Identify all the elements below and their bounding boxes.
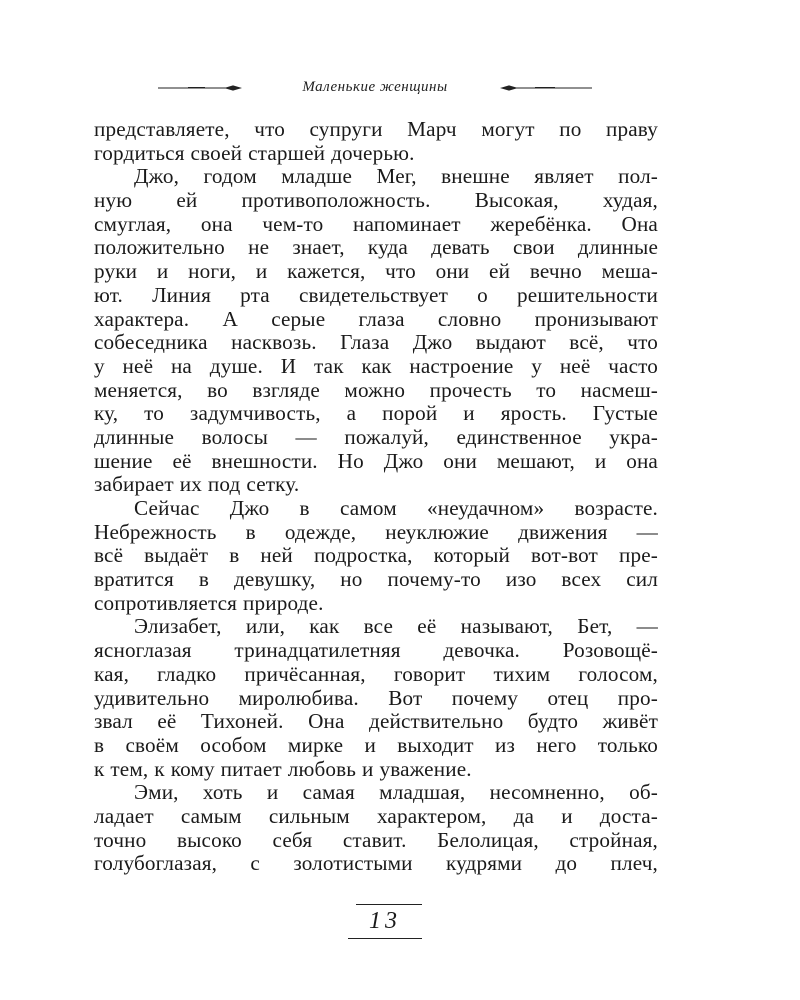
text-line: гордиться своей старшей дочерью. — [94, 140, 415, 165]
text-line: собеседника насквозь. Глаза Джо выдают всё, что — [94, 330, 658, 355]
text-line: представляете, что супруги Марч могут по праву — [94, 117, 658, 141]
text-line: ную ей противоположность. Высокая, худая, — [94, 188, 658, 213]
text-line: ясноглазая тринадцатилетняя девочка. Розовощё- — [94, 638, 658, 663]
text-line: голубоглазая, с золотистыми кудрями до плеч, — [94, 851, 658, 876]
text-line: к тем, к кому питает любовь и уважение. — [94, 756, 472, 781]
folio-rule-bottom — [348, 938, 422, 939]
text-line: удивительно миролюбива. Вот почему отец про- — [94, 685, 658, 710]
page-number: 13 — [369, 908, 401, 934]
text-line: вратится в девушку, но почему-то изо всех сил — [94, 567, 658, 592]
text-line: у неё на душе. И так как настроение у неё часто — [94, 353, 658, 378]
running-title: Маленькие женщины — [302, 79, 448, 95]
text-line: смуглая, она чем-то напоминает жеребёнка. Она — [94, 211, 658, 236]
body-text — [94, 118, 658, 876]
page-footer — [340, 900, 460, 950]
folio-rule-top — [356, 904, 422, 905]
text-line: Эми, хоть и самая младшая, несомненно, об- — [134, 780, 658, 805]
text-line: Джо, годом младше Мег, внешне являет пол- — [134, 164, 658, 189]
text-line: ку, то задумчивость, а порой и ярость. Густые — [94, 401, 658, 426]
text-line: руки и ноги, и кажется, что они ей вечно меша- — [94, 259, 658, 284]
text-line: кая, гладко причёсанная, говорит тихим голосом, — [94, 661, 658, 686]
text-line: шение её внешности. Но Джо они мешают, и она — [94, 448, 658, 473]
text-line: всё выдаёт в ней подростка, который вот-вот пре- — [94, 543, 658, 568]
text-line: ладает самым сильным характером, да и доста- — [94, 803, 658, 828]
text-line: точно высоко себя ставит. Белолицая, стройная, — [94, 827, 658, 852]
text-line: длинные волосы — пожалуй, единственное укра- — [94, 424, 658, 449]
text-line: в своём особом мирке и выходит из него только — [94, 732, 658, 757]
text-line: Небрежность в одежде, неуклюжие движения — — [94, 519, 658, 544]
text-line: Сейчас Джо в самом «неудачном» возрасте. — [134, 496, 658, 520]
text-line: сопротивляется природе. — [94, 590, 324, 615]
text-line: положительно не знает, куда девать свои длинные — [94, 235, 658, 260]
text-line: звал её Тихоней. Она действительно будто живёт — [94, 709, 658, 734]
text-line: забирает их под сетку. — [94, 472, 300, 497]
text-line: меняется, во взгляде можно прочесть то насмеш- — [94, 377, 658, 402]
text-line: Элизабет, или, как все её называют, Бет, — — [134, 614, 658, 639]
text-line: характера. А серые глаза словно пронизывают — [94, 306, 658, 331]
text-line: ют. Линия рта свидетельствует о решительности — [94, 282, 658, 307]
running-head — [0, 74, 800, 102]
